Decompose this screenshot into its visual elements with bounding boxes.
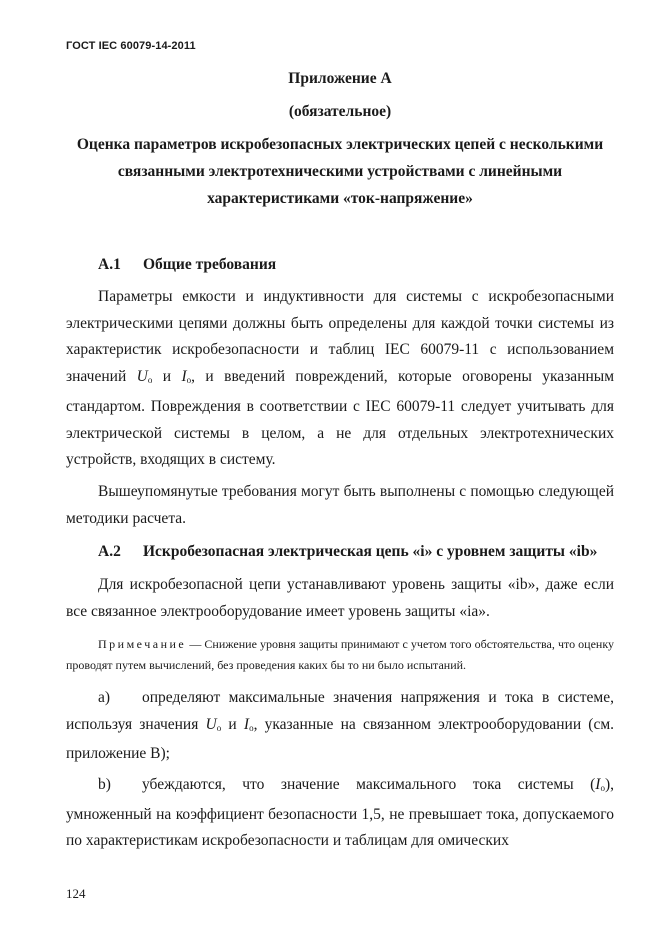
section-a1-title: Общие требования xyxy=(143,256,277,273)
section-a2-paragraph-1: Для искробезопасной цепи устанавливают уровень защиты «ib», даже если все связанное электрооборудование имеет уровень защиты «ia». xyxy=(66,576,614,620)
symbol-i: I xyxy=(181,368,187,386)
list-text: определяют максимальные значения напряжения и тока в системе, используя значения xyxy=(66,689,614,733)
section-a1-paragraph-2: Вышеупомянутые требования могут быть выполнены с помощью следующей методики расчета. xyxy=(66,483,614,527)
list-item-a xyxy=(66,685,614,768)
paragraph-text: Параметры емкости и индуктивности для системы с искробезопасными электрическими цепями должны быть определены для каждой точки системы из характеристик искробезопасности и таблиц IEC 60079-11 с использованием значений xyxy=(66,288,614,386)
appendix-heading-line-2: связанными электротехническими устройствами с линейными xyxy=(117,163,563,180)
subscript: o xyxy=(249,722,254,733)
list-text: и xyxy=(221,715,244,733)
section-a2-title: Искробезопасная электрическая цепь «i» с уровнем защиты «ib» xyxy=(143,543,598,560)
note-text: — Снижение уровня защиты принимают с учетом того обстоятельства, что оценку проводят путем вычислений, без проведения каких бы то ни было испытаний. xyxy=(66,637,614,672)
appendix-heading-line-3: характеристиками «ток-напряжение» xyxy=(207,190,473,207)
note xyxy=(66,634,614,676)
list-marker: b) xyxy=(98,776,111,793)
section-a1-paragraph-1 xyxy=(66,284,614,474)
symbol-i: I xyxy=(243,715,250,733)
section-a2-number: А.2 xyxy=(98,543,121,560)
symbol-u: U xyxy=(136,368,148,386)
appendix-heading-line-1: Оценка параметров искробезопасных электрических цепей с несколькими xyxy=(76,136,604,153)
section-a1-number: А.1 xyxy=(98,256,121,273)
subscript: o xyxy=(147,375,153,386)
symbol-i: I xyxy=(595,776,601,793)
list-item-b xyxy=(66,772,614,855)
section-a1-heading xyxy=(98,256,276,274)
subscript: o xyxy=(600,783,605,793)
symbol-u: U xyxy=(205,715,217,733)
paragraph-text: и xyxy=(152,368,182,386)
subscript: o xyxy=(186,375,192,386)
list-text: ), умноженный на коэффициент безопасности 1,5, не превышает тока, допускаемого по характеристикам искробезопасности и таблицам для омических xyxy=(66,776,614,850)
list-marker: а) xyxy=(98,689,111,706)
subscript: o xyxy=(216,722,222,733)
document-code: ГОСТ IEC 60079-14-2011 xyxy=(66,40,196,52)
paragraph-text: , и введений повреждений, которые оговорены указанным стандартом. Повреждения в соответствии с IEC 60079-11 следует учитывать для электрической системы в целом, а не для отдельных электротехнических устройств, входящих в систему. xyxy=(66,368,615,469)
appendix-title: Приложение А xyxy=(288,70,392,87)
note-label: Примечание xyxy=(98,637,187,651)
section-a2-heading xyxy=(98,543,597,561)
list-text: убеждаются, что значение максимального тока системы ( xyxy=(142,776,596,793)
appendix-status: (обязательное) xyxy=(288,103,392,120)
list-text: , указанные на связанном электрооборудовании (см. приложение В); xyxy=(66,715,615,763)
page-number: 124 xyxy=(66,886,86,901)
